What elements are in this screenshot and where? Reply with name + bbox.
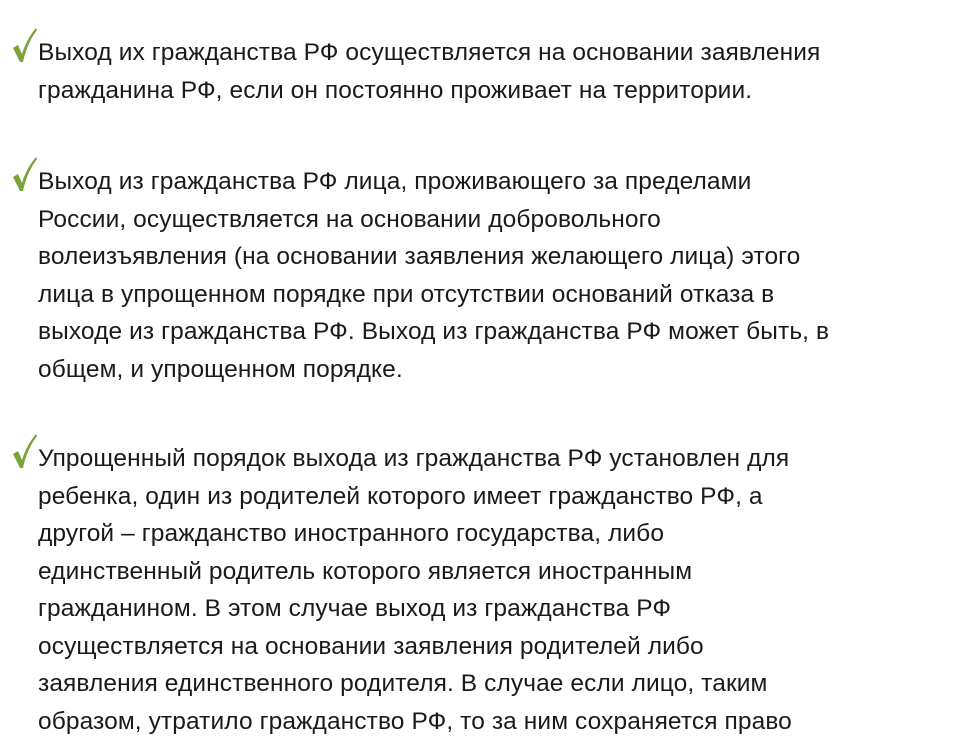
bullet-text-3: Упрощенный порядок выхода из гражданства РФ установлен для ребенка, один из родителей которого имеет гражданство РФ, а другой – гражданство иностранного государства, либо единственный родитель которого является иностранным гражданином. В этом случае выход из гражданства РФ осуществляется на основании заявления родителей либо заявления единственного родителя. В случае если лицо, таким образом, утратило гражданство РФ, то за ним сохраняется право — [38, 445, 792, 735]
checkmark-icon — [10, 26, 38, 66]
bullet-item-2 — [10, 163, 950, 388]
bullet-item-1 — [10, 34, 950, 109]
bullet-item-3 — [10, 440, 950, 740]
bullet-text-1: Выход их гражданства РФ осуществляется на основании заявления гражданина РФ, если он постоянно проживает на территории. — [38, 39, 821, 104]
bullet-text-2: Выход из гражданства РФ лица, проживающего за пределами России, осуществляется на основании добровольного волеизъявления (на основании заявления желающего лица) этого лица в упрощенном порядке при отсутствии оснований отказа в выходе из гражданства РФ. Выход из гражданства РФ может быть, в общем, и упрощенном порядке. — [38, 168, 830, 383]
checkmark-icon — [10, 432, 38, 472]
checkmark-icon — [10, 155, 38, 195]
